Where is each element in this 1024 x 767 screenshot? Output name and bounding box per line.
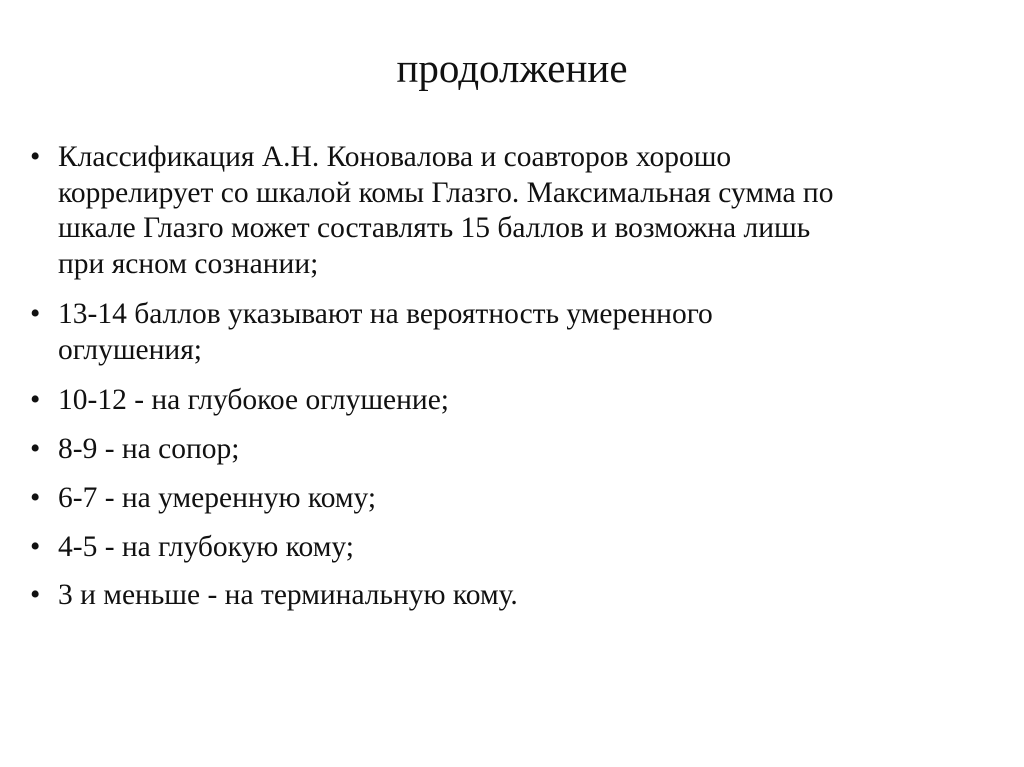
bullet-item	[30, 481, 376, 517]
bullet-item	[30, 140, 833, 282]
bullet-icon: •	[30, 141, 41, 173]
bullet-line: 3 и меньше - на терминальную кому.	[58, 579, 518, 611]
bullet-item	[30, 432, 239, 468]
bullet-line: 13-14 баллов указывают на вероятность умеренного	[58, 298, 713, 330]
bullet-line: 6-7 - на умеренную кому;	[58, 482, 377, 514]
bullet-text	[58, 432, 239, 468]
bullet-line: шкале Глазго может составлять 15 баллов и возможна лишь	[58, 212, 811, 244]
bullet-line: при ясном сознании;	[58, 247, 319, 280]
bullet-text	[58, 140, 833, 282]
bullet-text	[58, 297, 713, 368]
bullet-line: коррелирует со шкалой комы Глазго. Максимальная сумма по	[58, 176, 834, 209]
bullet-line: 8-9 - на сопор;	[58, 433, 240, 465]
bullet-text	[58, 481, 376, 517]
bullet-icon: •	[30, 384, 41, 416]
bullet-icon: •	[30, 433, 41, 465]
slide-title: продолжение	[396, 45, 628, 91]
bullet-icon: •	[30, 482, 41, 514]
bullet-item	[30, 297, 713, 368]
bullet-item	[30, 383, 449, 419]
bullet-item	[30, 578, 518, 614]
bullet-icon: •	[30, 579, 41, 611]
bullet-line: 10-12 - на глубокое оглушение;	[58, 384, 450, 416]
bullet-text	[58, 530, 354, 566]
bullet-icon: •	[30, 531, 41, 563]
bullet-line: 4-5 - на глубокую кому;	[58, 531, 354, 563]
bullet-item	[30, 530, 354, 566]
bullet-text	[58, 383, 449, 419]
bullet-line: оглушения;	[58, 333, 202, 366]
bullet-text	[58, 578, 518, 614]
bullet-icon: •	[30, 298, 41, 330]
bullet-line: Классификация А.Н. Коновалова и соавторов хорошо	[58, 141, 732, 173]
